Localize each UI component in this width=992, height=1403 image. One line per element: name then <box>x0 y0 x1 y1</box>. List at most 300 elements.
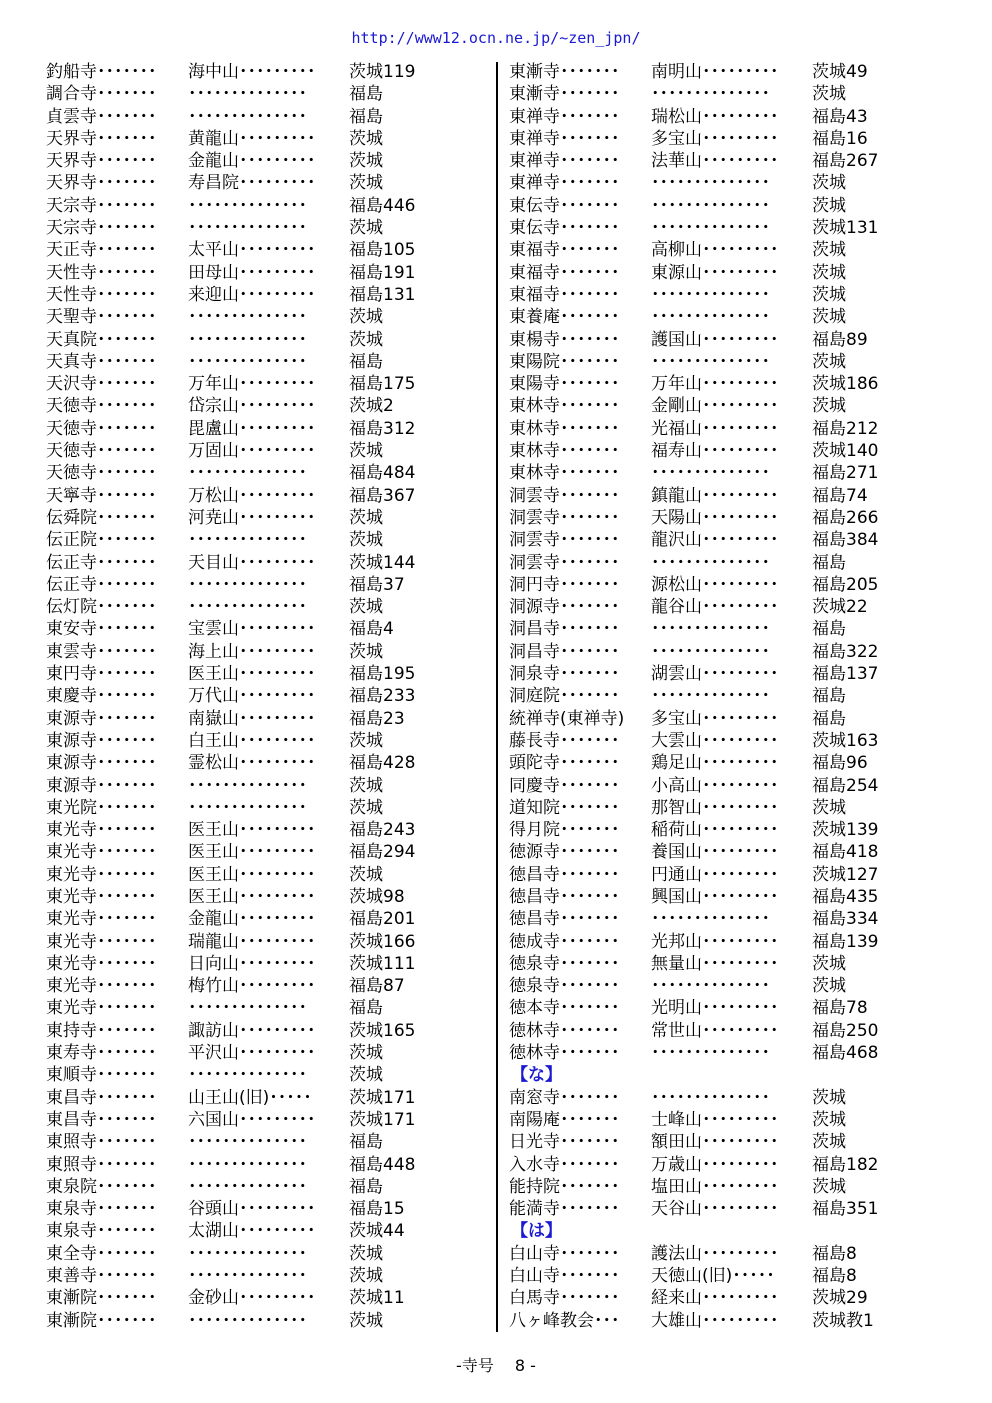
temple-entry-row <box>46 775 486 797</box>
mountain-name: ･･････････････ <box>651 307 770 328</box>
location-code: 福島 <box>349 998 383 1019</box>
location-code: 茨城 <box>349 151 383 172</box>
temple-entry-row <box>46 730 486 752</box>
location-code: 福島 <box>349 351 383 372</box>
temple-entry-row <box>46 841 486 863</box>
temple-name: 徳泉寺･･･････ <box>509 953 620 974</box>
mountain-name: ･･････････････ <box>651 1087 770 1108</box>
mountain-name: 光明山･････････ <box>651 998 779 1019</box>
location-code: 福島334 <box>812 909 879 930</box>
temple-entry-row <box>509 418 949 440</box>
location-code: 茨城 <box>349 775 383 796</box>
location-code: 茨城22 <box>812 597 868 618</box>
mountain-name: ･･････････････ <box>188 1154 307 1175</box>
location-code: 福島250 <box>812 1020 879 1041</box>
temple-name: 東雲寺･･･････ <box>46 641 157 662</box>
temple-entry-row <box>46 1220 486 1242</box>
temple-entry-row <box>46 641 486 663</box>
location-code: 茨城 <box>349 1310 383 1331</box>
location-code: 茨城 <box>812 307 846 328</box>
mountain-name: 霊松山･････････ <box>188 753 316 774</box>
mountain-name: 士峰山･････････ <box>651 1109 779 1130</box>
mountain-name: 額田山･････････ <box>651 1132 779 1153</box>
location-code: 茨城 <box>349 1065 383 1086</box>
mountain-name: ･･････････････ <box>188 463 307 484</box>
location-code: 福島484 <box>349 463 416 484</box>
temple-name: 東源寺･･･････ <box>46 708 157 729</box>
temple-entry-row <box>509 1198 949 1220</box>
temple-name: 東漸院･･･････ <box>46 1310 157 1331</box>
temple-entry-row <box>46 262 486 284</box>
mountain-name: 福寿山･････････ <box>651 441 779 462</box>
location-code: 福島175 <box>349 374 416 395</box>
location-code: 福島435 <box>812 886 879 907</box>
temple-name: 白山寺･･･････ <box>509 1266 620 1287</box>
temple-entry-row <box>46 106 486 128</box>
mountain-name: 護法山･････････ <box>651 1243 779 1264</box>
temple-entry-row <box>46 1131 486 1153</box>
temple-entry-row <box>46 306 486 328</box>
location-code: 福島201 <box>349 909 416 930</box>
mountain-name: 稲荷山･････････ <box>651 820 779 841</box>
location-code: 福島 <box>349 106 383 127</box>
temple-entry-row <box>46 1198 486 1220</box>
mountain-name: 医王山･････････ <box>188 864 316 885</box>
mountain-name: 太平山･････････ <box>188 240 316 261</box>
temple-name: 東昌寺･･･････ <box>46 1109 157 1130</box>
temple-name: 南陽庵･･･････ <box>509 1109 620 1130</box>
temple-name: 洞雲寺･･･････ <box>509 530 620 551</box>
temple-name: 南窓寺･･･････ <box>509 1087 620 1108</box>
temple-name: 東光寺･･･････ <box>46 909 157 930</box>
location-code: 茨城140 <box>812 441 879 462</box>
temple-entry-row <box>46 485 486 507</box>
mountain-name: 護国山･････････ <box>651 329 779 350</box>
temple-name: 入水寺･･･････ <box>509 1154 620 1175</box>
mountain-name: 医王山･････････ <box>188 886 316 907</box>
location-code: 茨城 <box>812 351 846 372</box>
mountain-name: 大雄山･････････ <box>651 1310 779 1331</box>
temple-entry-row <box>46 395 486 417</box>
mountain-name: 白王山･････････ <box>188 730 316 751</box>
mountain-name: 光福山･････････ <box>651 418 779 439</box>
mountain-name: ･･････････････ <box>188 218 307 239</box>
temple-name: 東陽寺･･･････ <box>509 374 620 395</box>
temple-name: 調合寺･･･････ <box>46 84 157 105</box>
temple-name: 東源寺･･･････ <box>46 730 157 751</box>
temple-name: 洞円寺･･･････ <box>509 574 620 595</box>
temple-entry-row <box>46 1176 486 1198</box>
temple-entry-row <box>509 373 949 395</box>
temple-entry-row <box>509 819 949 841</box>
column-divider <box>496 62 498 1332</box>
mountain-name: 河尭山･････････ <box>188 507 316 528</box>
location-code: 福島428 <box>349 753 416 774</box>
temple-name: 東林寺･･･････ <box>509 441 620 462</box>
location-code: 福島266 <box>812 507 879 528</box>
temple-name: 東光寺･･･････ <box>46 886 157 907</box>
temple-entry-row <box>509 462 949 484</box>
location-code: 福島105 <box>349 240 416 261</box>
temple-entry-row <box>46 351 486 373</box>
temple-entry-row <box>509 106 949 128</box>
mountain-name: ･･････････････ <box>188 195 307 216</box>
temple-name: 東光寺･･･････ <box>46 976 157 997</box>
temple-entry-row <box>509 663 949 685</box>
temple-entry-row <box>509 886 949 908</box>
temple-name: 東光寺･･･････ <box>46 931 157 952</box>
temple-name: 能持院･･･････ <box>509 1176 620 1197</box>
temple-entry-row <box>46 61 486 83</box>
temple-entry-row <box>509 440 949 462</box>
temple-name: 伝正院･･･････ <box>46 530 157 551</box>
mountain-name: ･･････････････ <box>188 597 307 618</box>
location-code: 茨城166 <box>349 931 416 952</box>
location-code: 福島 <box>349 1176 383 1197</box>
temple-name: 徳林寺･･･････ <box>509 1020 620 1041</box>
temple-entry-row <box>46 217 486 239</box>
mountain-name: 無量山･････････ <box>651 953 779 974</box>
location-code: 茨城11 <box>349 1288 405 1309</box>
section-heading: 【は】 <box>511 1221 562 1242</box>
location-code: 茨城 <box>812 1176 846 1197</box>
temple-name: 八ヶ峰教会･･･ <box>509 1310 620 1331</box>
location-code: 茨城 <box>349 173 383 194</box>
temple-name: 東源寺･･･････ <box>46 753 157 774</box>
temple-name: 伝正寺･･･････ <box>46 552 157 573</box>
mountain-name: ･･････････････ <box>188 329 307 350</box>
temple-name: 東昌寺･･･････ <box>46 1087 157 1108</box>
location-code: 福島 <box>349 84 383 105</box>
mountain-name: 鎮龍山･････････ <box>651 485 779 506</box>
location-code: 福島367 <box>349 485 416 506</box>
location-code: 福島 <box>812 552 846 573</box>
location-code: 福島89 <box>812 329 868 350</box>
temple-entry-row <box>46 685 486 707</box>
temple-name: 天界寺･･･････ <box>46 151 157 172</box>
location-code: 茨城 <box>812 797 846 818</box>
mountain-name: 太湖山･････････ <box>188 1221 316 1242</box>
mountain-name: ･･････････････ <box>651 351 770 372</box>
temple-entry-row <box>509 529 949 551</box>
temple-entry-row <box>509 1020 949 1042</box>
temple-entry-row <box>509 351 949 373</box>
location-code: 福島182 <box>812 1154 879 1175</box>
temple-entry-row <box>46 329 486 351</box>
location-code: 福島 <box>812 708 846 729</box>
mountain-name: 湖雲山･････････ <box>651 664 779 685</box>
temple-name: 能満寺･･･････ <box>509 1199 620 1220</box>
temple-entry-row <box>509 1265 949 1287</box>
mountain-name: 常世山･････････ <box>651 1020 779 1041</box>
temple-name: 東福寺･･･････ <box>509 240 620 261</box>
mountain-name: 来迎山･････････ <box>188 284 316 305</box>
temple-name: 天徳寺･･･････ <box>46 463 157 484</box>
mountain-name: ･･････････････ <box>188 1176 307 1197</box>
temple-entry-row <box>46 819 486 841</box>
location-code: 福島74 <box>812 485 868 506</box>
temple-name: 統禅寺(東禅寺) <box>509 708 625 729</box>
mountain-name: ･･････････････ <box>651 195 770 216</box>
temple-name: 洞泉寺･･･････ <box>509 664 620 685</box>
mountain-name: ･･････････････ <box>188 998 307 1019</box>
mountain-name: 谷頭山･････････ <box>188 1199 316 1220</box>
temple-entry-row <box>46 797 486 819</box>
mountain-name: ･･････････････ <box>188 106 307 127</box>
temple-entry-row <box>509 752 949 774</box>
location-code: 茨城165 <box>349 1020 416 1041</box>
temple-entry-row <box>46 975 486 997</box>
temple-name: 洞源寺･･･････ <box>509 597 620 618</box>
mountain-name: 多宝山･････････ <box>651 128 779 149</box>
temple-entry-row <box>509 864 949 886</box>
temple-entry-row <box>46 373 486 395</box>
temple-entry-row <box>46 1154 486 1176</box>
mountain-name: ･･････････････ <box>188 775 307 796</box>
location-code: 茨城 <box>349 1243 383 1264</box>
temple-entry-row <box>509 128 949 150</box>
mountain-name: ･･････････････ <box>651 173 770 194</box>
mountain-name: 田母山･････････ <box>188 262 316 283</box>
temple-entry-row <box>509 284 949 306</box>
location-code: 茨城98 <box>349 886 405 907</box>
mountain-name: 天谷山･････････ <box>651 1199 779 1220</box>
temple-name: 日光寺･･･････ <box>509 1132 620 1153</box>
location-code: 福島418 <box>812 842 879 863</box>
location-code: 福島322 <box>812 641 879 662</box>
temple-entry-row <box>509 507 949 529</box>
location-code: 福島16 <box>812 128 868 149</box>
mountain-name: ･･････････････ <box>188 1266 307 1287</box>
page-footer: -寺号 8 - <box>456 1356 536 1375</box>
temple-entry-row <box>46 195 486 217</box>
temple-name: 伝灯院･･･････ <box>46 597 157 618</box>
mountain-name: ･･････････････ <box>651 686 770 707</box>
temple-name: 東漸寺･･･････ <box>509 62 620 82</box>
mountain-name: 那智山･････････ <box>651 797 779 818</box>
temple-entry-row <box>509 841 949 863</box>
temple-name: 天界寺･･･････ <box>46 173 157 194</box>
temple-name: 東光寺･･･････ <box>46 842 157 863</box>
temple-name: 藤長寺･･･････ <box>509 730 620 751</box>
temple-entry-row <box>46 128 486 150</box>
temple-entry-row <box>46 462 486 484</box>
temple-entry-row <box>509 908 949 930</box>
mountain-name: ･･････････････ <box>651 909 770 930</box>
location-code: 福島37 <box>349 574 405 595</box>
temple-entry-row <box>509 1176 949 1198</box>
mountain-name: 天目山･････････ <box>188 552 316 573</box>
location-code: 茨城 <box>349 128 383 149</box>
location-code: 茨城 <box>812 84 846 105</box>
temple-entry-row <box>46 931 486 953</box>
mountain-name: ･･････････････ <box>188 530 307 551</box>
temple-entry-row <box>509 975 949 997</box>
temple-entry-row <box>509 997 949 1019</box>
temple-entry-row <box>509 150 949 172</box>
mountain-name: 天陽山･････････ <box>651 507 779 528</box>
mountain-name: ･･････････････ <box>651 552 770 573</box>
temple-entry-row <box>509 1042 949 1064</box>
temple-entry-row <box>46 552 486 574</box>
temple-name: 徳源寺･･･････ <box>509 842 620 863</box>
mountain-name: 東源山･････････ <box>651 262 779 283</box>
location-code: 茨城 <box>812 195 846 216</box>
location-code: 福島351 <box>812 1199 879 1220</box>
temple-entry-row <box>46 150 486 172</box>
location-code: 福島87 <box>349 976 405 997</box>
mountain-name: 万固山･････････ <box>188 441 316 462</box>
temple-name: 東泉院･･･････ <box>46 1176 157 1197</box>
temple-entry-row <box>46 663 486 685</box>
temple-entry-row <box>46 864 486 886</box>
mountain-name: 山王山(旧)･････ <box>188 1087 312 1108</box>
location-code: 福島4 <box>349 619 394 640</box>
location-code: 福島 <box>812 686 846 707</box>
location-code: 福島43 <box>812 106 868 127</box>
temple-entry-row <box>509 61 949 83</box>
location-code: 福島468 <box>812 1043 879 1064</box>
mountain-name: 金龍山･････････ <box>188 151 316 172</box>
temple-name: 東照寺･･･････ <box>46 1132 157 1153</box>
mountain-name: 諏訪山･････････ <box>188 1020 316 1041</box>
location-code: 福島384 <box>812 530 879 551</box>
location-code: 福島267 <box>812 151 879 172</box>
location-code: 茨城127 <box>812 864 879 885</box>
temple-name: 伝正寺･･･････ <box>46 574 157 595</box>
temple-entry-row <box>46 1020 486 1042</box>
location-code: 福島254 <box>812 775 879 796</box>
temple-entry-row <box>509 306 949 328</box>
temple-name: 徳昌寺･･･････ <box>509 909 620 930</box>
location-code: 福島 <box>349 1132 383 1153</box>
mountain-name: 鶏足山･････････ <box>651 753 779 774</box>
mountain-name: 金砂山･････････ <box>188 1288 316 1309</box>
temple-entry-row <box>509 1310 949 1332</box>
temple-name: 東林寺･･･････ <box>509 463 620 484</box>
temple-entry-row <box>509 1154 949 1176</box>
mountain-name: ･･････････････ <box>188 797 307 818</box>
temple-name: 東光寺･･･････ <box>46 998 157 1019</box>
temple-name: 東寿寺･･･････ <box>46 1043 157 1064</box>
temple-entry-row <box>46 1064 486 1086</box>
location-code: 茨城 <box>812 976 846 997</box>
location-code: 茨城 <box>812 284 846 305</box>
mountain-name: 海中山･････････ <box>188 62 316 82</box>
temple-name: 東福寺･･･････ <box>509 284 620 305</box>
temple-entry-row <box>46 1287 486 1309</box>
temple-entry-row <box>509 239 949 261</box>
temple-entry-row <box>46 953 486 975</box>
temple-name: 東照寺･･･････ <box>46 1154 157 1175</box>
mountain-name: 万代山･････････ <box>188 686 316 707</box>
temple-name: 東安寺･･･････ <box>46 619 157 640</box>
temple-entry-row <box>509 329 949 351</box>
location-code: 茨城 <box>349 597 383 618</box>
location-code: 茨城 <box>349 864 383 885</box>
mountain-name: ･･････････････ <box>188 1310 307 1331</box>
mountain-name: 南明山･････････ <box>651 62 779 82</box>
mountain-name: ･･････････････ <box>188 1132 307 1153</box>
location-code: 福島137 <box>812 664 879 685</box>
temple-entry-row <box>509 552 949 574</box>
temple-name: 東林寺･･･････ <box>509 418 620 439</box>
mountain-name: 龍沢山･････････ <box>651 530 779 551</box>
mountain-name: 万年山･････････ <box>651 374 779 395</box>
location-code: 福島294 <box>349 842 416 863</box>
mountain-name: 医王山･････････ <box>188 842 316 863</box>
temple-name: 同慶寺･･･････ <box>509 775 620 796</box>
temple-name: 徳昌寺･･･････ <box>509 886 620 907</box>
temple-name: 東養庵･･･････ <box>509 307 620 328</box>
temple-entry-row <box>509 1131 949 1153</box>
temple-name: 洞昌寺･･･････ <box>509 641 620 662</box>
mountain-name: 万松山･････････ <box>188 485 316 506</box>
temple-name: 徳泉寺･･･････ <box>509 976 620 997</box>
temple-name: 天宗寺･･･････ <box>46 195 157 216</box>
location-code: 福島23 <box>349 708 405 729</box>
temple-name: 東源寺･･･････ <box>46 775 157 796</box>
temple-name: 頭陀寺･･･････ <box>509 753 620 774</box>
location-code: 福島131 <box>349 284 416 305</box>
temple-name: 東光寺･･･････ <box>46 820 157 841</box>
location-code: 茨城139 <box>812 820 879 841</box>
location-code: 福島446 <box>349 195 416 216</box>
temple-name: 東円寺･･･････ <box>46 664 157 685</box>
temple-entry-row <box>46 507 486 529</box>
temple-entry-row <box>46 1310 486 1332</box>
location-code: 茨城 <box>349 441 383 462</box>
temple-name: 道知院･･･････ <box>509 797 620 818</box>
temple-entry-row <box>46 172 486 194</box>
temple-entry-row <box>509 1243 949 1265</box>
location-code: 茨城 <box>349 641 383 662</box>
temple-name: 東福寺･･･････ <box>509 262 620 283</box>
temple-name: 洞雲寺･･･････ <box>509 552 620 573</box>
temple-entry-row <box>509 1287 949 1309</box>
temple-name: 徳成寺･･･････ <box>509 931 620 952</box>
location-code: 福島271 <box>812 463 879 484</box>
mountain-name: 法華山･････････ <box>651 151 779 172</box>
temple-name: 東善寺･･･････ <box>46 1266 157 1287</box>
location-code: 茨城 <box>812 173 846 194</box>
location-code: 福島139 <box>812 931 879 952</box>
location-code: 茨城49 <box>812 62 868 82</box>
mountain-name: ･･････････････ <box>651 641 770 662</box>
temple-entry-row <box>509 262 949 284</box>
temple-entry-row <box>46 574 486 596</box>
mountain-name: 小高山･････････ <box>651 775 779 796</box>
mountain-name: 六国山･････････ <box>188 1109 316 1130</box>
mountain-name: 龍谷山･････････ <box>651 597 779 618</box>
mountain-name: 天徳山(旧)･････ <box>651 1266 775 1287</box>
temple-name: 東林寺･･･････ <box>509 396 620 417</box>
location-code: 茨城 <box>812 1087 846 1108</box>
temple-entry-row <box>509 775 949 797</box>
mountain-name: 興国山･････････ <box>651 886 779 907</box>
temple-name: 東泉寺･･･････ <box>46 1199 157 1220</box>
temple-name: 東光寺･･･････ <box>46 953 157 974</box>
temple-name: 徳林寺･･･････ <box>509 1043 620 1064</box>
temple-name: 天界寺･･･････ <box>46 128 157 149</box>
mountain-name: 源松山･････････ <box>651 574 779 595</box>
mountain-name: 高柳山･････････ <box>651 240 779 261</box>
temple-entry-row <box>46 1265 486 1287</box>
temple-entry-row <box>46 997 486 1019</box>
temple-name: 東持寺･･･････ <box>46 1020 157 1041</box>
mountain-name: 金龍山･････････ <box>188 909 316 930</box>
location-code: 茨城 <box>812 953 846 974</box>
